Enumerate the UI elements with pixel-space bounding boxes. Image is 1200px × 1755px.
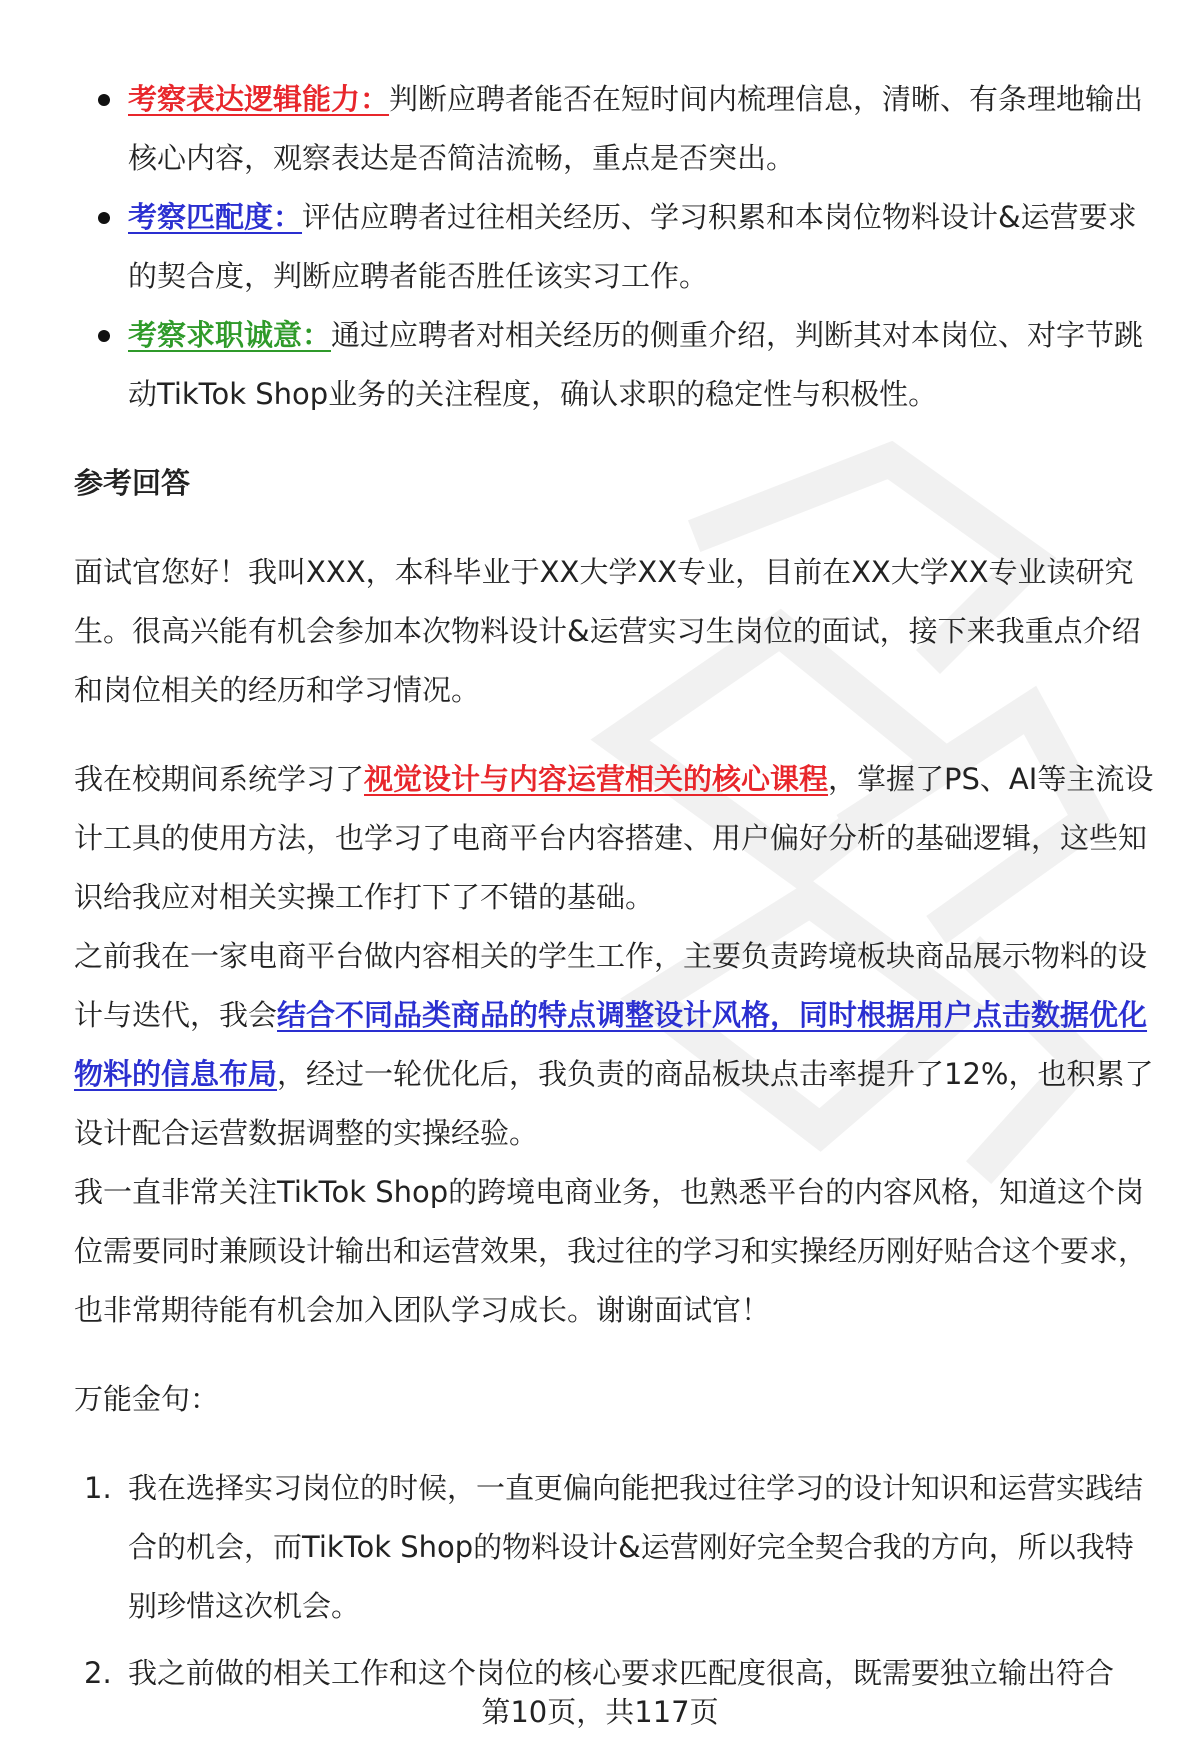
work-paragraph <box>74 927 1154 1163</box>
bullet-item <box>74 70 1154 188</box>
bullet-text: 通过应聘者对相关经历的侧重介绍，判断其对本岗位、对字节跳动TikTok Shop业务的关注程度，确认求职的稳定性与积极性。 <box>128 318 1144 411</box>
page-content <box>74 70 1154 1703</box>
bullet-dot-icon <box>98 212 110 224</box>
golden-heading: 万能金句： <box>74 1382 220 1416</box>
bullet-item <box>74 306 1154 424</box>
bullet-item <box>74 188 1154 306</box>
bullet-label: 考察匹配度： <box>128 200 303 234</box>
bullet-label: 考察表达逻辑能力： <box>128 82 390 116</box>
intro-paragraph: 面试官您好！我叫XXX，本科毕业于XX大学XX专业，目前在XX大学XX专业读研究生。很高兴能有机会参加本次物料设计&运营实习生岗位的面试，接下来我重点介绍和岗位相关的经历和学习情况。 <box>74 555 1141 707</box>
bullet-label: 考察求职诚意： <box>128 318 332 352</box>
work-text-after: ，经过一轮优化后，我负责的商品板块点击率提升了12%，也积累了设计配合运营数据调整的实操经验。 <box>74 1057 1154 1150</box>
bullet-dot-icon <box>98 94 110 106</box>
work-text-before: 之前我在一家电商平台做内容相关的学生工作，主要负责跨境板块商品展示物料的设计与迭代，我会 <box>74 939 1148 1032</box>
evaluation-bullet-list <box>74 70 1154 424</box>
golden-item <box>74 1459 1154 1636</box>
study-highlight: 视觉设计与内容运营相关的核心课程 <box>364 762 829 796</box>
study-text-before: 我在校期间系统学习了 <box>74 762 365 796</box>
golden-item-number: 2. <box>84 1656 112 1690</box>
work-highlight: 结合不同品类商品的特点调整设计风格，同时根据用户点击数据优化物料的信息布局 <box>74 998 1148 1091</box>
bullet-text: 判断应聘者能否在短时间内梳理信息，清晰、有条理地输出核心内容，观察表达是否简洁流畅，重点是否突出。 <box>128 82 1144 175</box>
answer-heading: 参考回答 <box>74 466 191 500</box>
bullet-dot-icon <box>98 330 110 342</box>
study-paragraph <box>74 750 1154 927</box>
bullet-text: 评估应聘者过往相关经历、学习积累和本岗位物料设计&运营要求的契合度，判断应聘者能否胜任该实习工作。 <box>128 200 1137 293</box>
golden-sentence-list <box>74 1459 1154 1703</box>
golden-item-number: 1. <box>84 1471 112 1505</box>
page-number-footer: 第10页，共117页 <box>481 1695 719 1729</box>
closing-paragraph: 我一直非常关注TikTok Shop的跨境电商业务，也熟悉平台的内容风格，知道这个岗位需要同时兼顾设计输出和运营效果，我过往的学习和实操经历刚好贴合这个要求，也非常期待能有机会加入团队学习成长。谢谢面试官！ <box>74 1175 1148 1327</box>
study-text-after: ，掌握了PS、AI等主流设计工具的使用方法，也学习了电商平台内容搭建、用户偏好分析的基础逻辑，这些知识给我应对相关实操工作打下了不错的基础。 <box>74 762 1154 914</box>
golden-item-text: 我之前做的相关工作和这个岗位的核心要求匹配度很高，既需要独立输出符合 <box>128 1656 1115 1690</box>
golden-item-text: 我在选择实习岗位的时候，一直更偏向能把我过往学习的设计知识和运营实践结合的机会，而TikTok Shop的物料设计&运营刚好完全契合我的方向，所以我特别珍惜这次机会。 <box>128 1471 1144 1623</box>
